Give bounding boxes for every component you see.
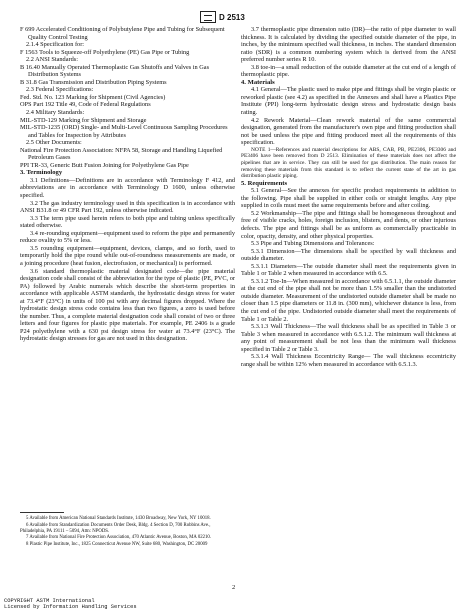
paragraph: 3.2 The gas industry terminology used in this specification is in accordance with ANSI B31.8 or 49 CFR Part 192, unless otherwise indicated. — [20, 199, 235, 215]
page-header — [200, 10, 245, 24]
footnote: 7 Available from National Fire Protection Association, 470 Atlantic Avenue, Boston, MA 02210. — [26, 535, 212, 541]
paragraph: 2.5 Other Documents: — [26, 139, 82, 147]
paragraph: 5.3.1 Dimension—The dimensions shall be specified by wall thickness and outside diameter. — [241, 247, 456, 263]
paragraph: 5.2 Workmanship—The pipe and fittings shall be homogeneous throughout and free of visible cracks, holes, foreign inclusion, blisters, and dents, or other injurious defects. The pipe and fittings shall be as uniform as commercially practicable in color, opacity, density, and other physical properties. — [241, 209, 456, 240]
paragraph: 5.3.1.3 Wall Thickness—The wall thickness shall be as specified in Table 3 or Table 3 when measured in accordance with 6.5.1.2. The minimum wall thickness at any point of measurement shall be not less than the minimum wall thickness specified in Table 2 or Table 3. — [241, 323, 456, 353]
left-column — [20, 26, 235, 343]
footnotes — [20, 516, 235, 549]
paragraph: PPI TR-33, Generic Butt Fusion Joining for Polyethylene Gas Pipe — [20, 161, 189, 169]
paragraph: 3.5 rounding equipment—equipment, devices, clamps, and so forth, used to temporarily hold the pipe round while out-of-roundness measurements are made, or a joining procedure (heat fusion, electrofusion, or mechanical) is performed. — [20, 244, 235, 267]
paragraph: 3.8 toe-in—a small reduction of the outside diameter at the cut end of a length of thermoplastic pipe. — [241, 63, 456, 79]
copyright-line: COPYRIGHT ASTM International — [4, 598, 95, 604]
section-heading: 3. Terminology — [20, 169, 63, 177]
paragraph: 3.4 re-rounding equipment—equipment used to reform the pipe and permanently reduce ovality to 5% or less. — [20, 229, 235, 245]
paragraph: OPS Part 192 Title 49, Code of Federal Regulations — [20, 101, 151, 109]
paragraph: MIL-STD-1235 (ORD) Single- and Multi-Level Continuous Sampling Procedures and Tables for Inspection by Attributes — [20, 124, 228, 139]
page-number: 2 — [232, 584, 236, 591]
document-id: D 2513 — [219, 12, 245, 22]
right-column — [241, 26, 456, 368]
paragraph: 4.1 General—The plastic used to make pipe and fittings shall be virgin plastic or reworked plastic (see 4.2) as specified in the Annexes and shall have a Plastics Pipe Institute (PPI) long-term hydrostatic design stress and hydrostatic design basis rating. — [241, 86, 456, 117]
paragraph: 3.3 The term pipe used herein refers to both pipe and tubing unless specifically stated otherwise. — [20, 214, 235, 230]
section-heading: 4. Materials — [241, 78, 275, 86]
paragraph: B 31.8 Gas Transmission and Distribution Piping Systems — [20, 78, 167, 86]
paragraph: 5.1 General—See the annexes for specific product requirements in addition to the following. Pipe shall be supplied in either coils or straight lengths. Any pipe supplied in coils must meet the same requirements before and after coiling. — [241, 187, 456, 210]
copyright-line: Licensed by Information Handling Services — [4, 604, 137, 610]
astm-logo-icon — [200, 11, 216, 23]
paragraph: 5.3.1.2 Toe-In—When measured in accordance with 6.5.1.1, the outside diameter at the cut end of the pipe shall not be more than 1.5% smaller than the undistorted outside diameter. Measurement of the undistorted outside diameter shall be made no closer than 1.5 pipe diameters or 11.8 in. (300 mm), whichever distance is less, from the cut end of the pipe. Undistorted outside diameter shall meet the requirements of Table 1 or Table 2. — [241, 277, 456, 323]
paragraph: 3.6 standard thermoplastic material designated code—the pipe material designation code shall consist of the abbreviation for the type of plastic (PE, PVC, or PA) followed by Arabic numerals which describe the short-term properties in accordance with applicable ASTM standards, the hydrostatic design stress for water at 73.4°F (23°C) in units of 100 psi with any decimal figures dropped. Where the hydrostatic design stress code contains less than two figures, a zero is used before the number. Thus, a complete material designation code shall consist of two or three letters and four figures for plastic pipe materials. For example, PE 2406 is a grade P24 polyethylene with a 630 psi design stress for water at 73.4°F (23°C). The hydrostatic design stresses for gas are not used in this designation. — [20, 267, 235, 343]
paragraph: 2.2 ANSI Standards: — [26, 56, 78, 64]
paragraph: F 699 Accelerated Conditioning of Polybutylene Pipe and Tubing for Subsequent Quality Control Testing — [20, 26, 225, 41]
paragraph: B 16.40 Manually Operated Thermoplastic Gas Shutoffs and Valves in Gas Distribution Systems — [20, 63, 210, 79]
paragraph: 5.3 Pipe and Tubing Dimensions and Tolerances: — [251, 240, 375, 248]
paragraph: 4.2 Rework Material—Clean rework material of the same commercial designation, generated from the manufacturer's own pipe and fitting production shall not be used unless the pipe and fitting produced meet all the requirements of this specification. — [241, 116, 456, 147]
paragraph: 2.3 Federal Specifications: — [26, 86, 94, 94]
footnote: 8 Plastic Pipe Institute, Inc., 1825 Connecticut Avenue NW, Suite 680, Washington, DC 20009 — [26, 542, 208, 548]
paragraph: MIL-STD-129 Marking for Shipment and Storage — [20, 116, 147, 124]
paragraph: 5.3.1.4 Wall Thickness Eccentricity Range— The wall thickness eccentricity range shall be within 12% when measured in accordance with 6.5.1.3. — [241, 353, 456, 368]
footnote: 5 Available from American National Standards Institute, 1430 Broadway, New York, NY 10018. — [26, 516, 211, 521]
note-text: NOTE 1—References and material descriptions for ABS, CAB, PB, PE2306, PE3306 and PE3406 have been removed from D 2513. Elimination of these materials does not affect the pipelines that are in service. They can still be used for gas distribution. The main reason for removing these materials from this standard is to reflect the current state of the art in gas distribution plastic piping. — [241, 146, 456, 180]
paragraph: 3.1 Definitions—Definitions are in accordance with Terminology F 412, and abbreviations are in accordance with Terminology D 1600, unless otherwise specified. — [20, 176, 235, 200]
footnote: 6 Available from Standardization Documents Order Desk, Bldg. 4 Section D, 700 Robbins Ave., Philadelphia, PA 19111 – 5094, Attn: NPODS. — [20, 522, 211, 534]
paragraph: 3.7 thermoplastic pipe dimension ratio (DR)—the ratio of pipe diameter to wall thickness. It is calculated by dividing the specified outside diameter of the pipe, in inches, by the minimum specified wall thickness, in inches. The standard dimension ratio (SDR) is a common numbering system which is derived from the ANSI preferred number series R 10. — [241, 26, 456, 64]
copyright-notice — [4, 598, 137, 610]
footnote-divider — [20, 512, 64, 513]
section-heading: 5. Requirements — [241, 179, 288, 187]
paragraph: 5.3.1.1 Diameters—The outside diameter shall meet the requirements given in Table 1 or Table 2 when measured in accordance with 6.5. — [241, 262, 456, 278]
paragraph: National Fire Protection Association: NFPA 58, Storage and Handling Liquefied Petroleum Gases — [20, 146, 223, 162]
paragraph: F 1563 Tools to Squeeze-off Polyethylene (PE) Gas Pipe or Tubing — [20, 48, 190, 56]
paragraph: 2.1.4 Specification for: — [26, 41, 85, 49]
paragraph: Fed. Std. No. 123 Marking for Shipment (Civil Agencies) — [20, 93, 166, 101]
paragraph: 2.4 Military Standards: — [26, 109, 85, 117]
